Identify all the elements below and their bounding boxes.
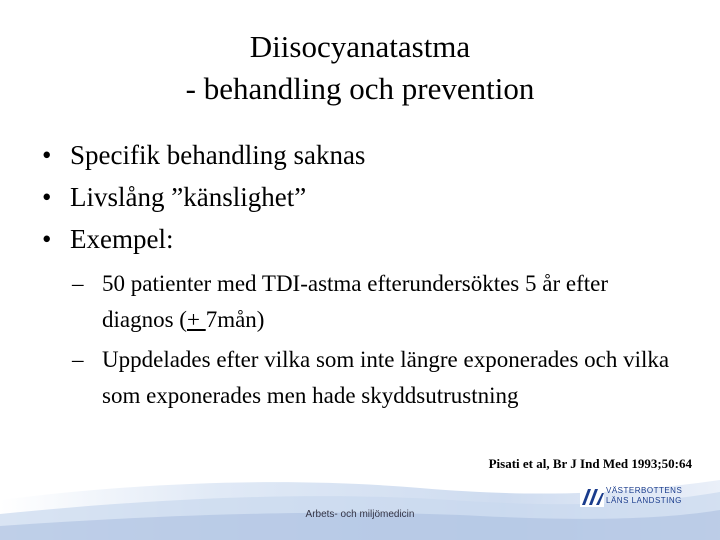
bullet-item: [42, 176, 682, 218]
logo-line-2: LÄNS LANDSTING: [606, 496, 682, 505]
bullet-list: [42, 134, 682, 260]
bullet-text: Livslång ”känslighet”: [70, 182, 307, 212]
sub-bullet-text-part2: 7mån): [205, 307, 265, 332]
sub-bullet-underlined: +: [186, 307, 206, 332]
bullet-marker: •: [42, 224, 52, 254]
logo-text: [606, 486, 682, 506]
slide-title: [60, 26, 660, 110]
bullet-text: Exempel:: [70, 224, 174, 254]
sub-bullet-text: Uppdelades efter vilka som inte längre exponerades och vilka som exponerades men hade skyddsutrustning: [102, 347, 670, 408]
bullet-item: [42, 134, 682, 176]
title-line-1: Diisocyanatastma: [249, 29, 471, 64]
sub-bullet-item: [72, 266, 682, 338]
landsting-logo-icon: [580, 487, 604, 507]
bullet-marker: •: [42, 182, 52, 212]
footer-text: Arbets- och miljömedicin: [305, 509, 415, 520]
bullet-item: [42, 218, 682, 260]
sub-bullet-item: [72, 342, 682, 414]
bullet-marker: •: [42, 140, 52, 170]
sub-bullet-list: [72, 266, 682, 418]
bullet-text: Specifik behandling saknas: [70, 140, 366, 170]
logo-line-1: VÄSTERBOTTENS: [606, 486, 683, 495]
citation: Pisati et al, Br J Ind Med 1993;50:64: [488, 456, 692, 471]
sub-bullet-text-part1: 50 patienter med TDI-astma efterundersöktes 5 år efter diagnos (: [102, 271, 608, 332]
sub-bullet-marker: –: [72, 271, 84, 296]
sub-bullet-marker: –: [72, 347, 84, 372]
title-line-2: - behandling och prevention: [185, 71, 535, 106]
